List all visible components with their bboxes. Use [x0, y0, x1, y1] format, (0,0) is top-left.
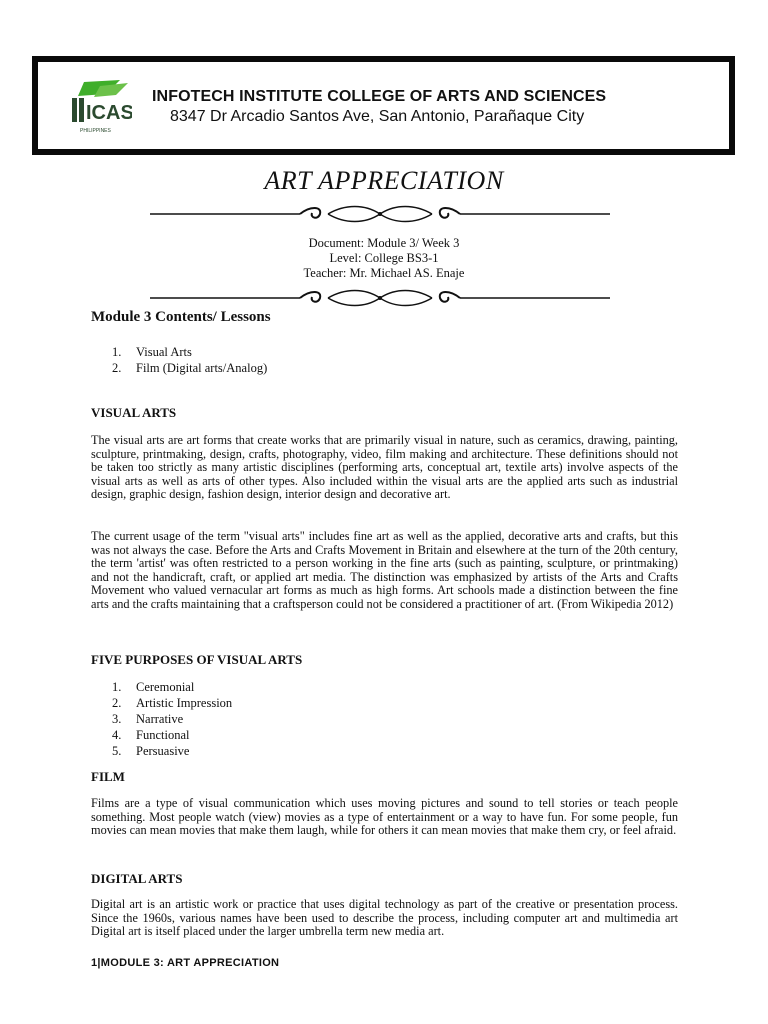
school-logo [70, 80, 132, 136]
ornamental-divider-top [150, 204, 610, 224]
page-footer: 1|MODULE 3: ART APPRECIATION [91, 957, 280, 969]
visual-arts-heading: VISUAL ARTS [91, 405, 177, 420]
digital-arts-paragraph: Digital art is an artistic work or practice that uses digital technology as part of the creative or presentation process. Since the 1960s, various names have been used to describe the process, including computer art and multimedia art Digital art is itself placed under the larger umbrella term new media art. [91, 897, 678, 939]
institution-name: INFOTECH INSTITUTE COLLEGE OF ARTS AND SCIENCES [152, 88, 607, 105]
list-item: 1. Ceremonial [112, 680, 195, 694]
document-title: ART APPRECIATION [264, 166, 504, 195]
level-meta: Level: College BS3-1 [329, 251, 439, 265]
film-paragraph: Films are a type of visual communication which uses moving pictures and sound to tell stories or teach people something. Most people watch (view) movies as a type of entertainment or a way to have fun. For some people, fun movies can mean movies that make them laugh, while for others it can mean movies that make them cry, or feel afraid. [91, 796, 678, 838]
purposes-list [112, 679, 232, 759]
institution-header [32, 56, 735, 155]
digital-arts-heading: DIGITAL ARTS [91, 871, 183, 886]
institution-address: 8347 Dr Arcadio Santos Ave, San Antonio, Parañaque City [170, 108, 585, 125]
visual-arts-paragraph-1: The visual arts are art forms that create works that are primarily visual in nature, such as ceramics, drawing, painting, sculpture, printmaking, design, crafts, photography, video, film making and architecture. These definitions should not be taken too strictly as many artistic disciplines (performing arts, conceptual art, textile arts) involve aspects of the visual arts as well as arts of other types. Also included within the visual arts are the applied arts such as industrial design, graphic design, fashion design, interior design and decorative art. [91, 433, 678, 502]
list-item: 1. Visual Arts [112, 345, 192, 359]
svg-text:ICAS: ICAS [86, 102, 132, 124]
document-meta: Document: Module 3/ Week 3 [308, 236, 460, 250]
list-item: 2. Artistic Impression [112, 696, 233, 710]
visual-arts-paragraph-2: The current usage of the term "visual arts" includes fine art as well as the applied, decorative arts and crafts, but this was not always the case. Before the Arts and Crafts Movement in Britain and elsewhere at the turn of the 20th century, the term 'artist' was often restricted to a person working in the fine arts (such as painting, sculpture, or printmaking) and not the handicraft, craft, or applied art media. The distinction was emphasized by artists of the Arts and Crafts Movement who valued vernacular art forms as much as high forms. Art schools made a distinction between the fine arts and the crafts maintaining that a craftsperson could not be considered a practitioner of art. (From Wikipedia 2012) [91, 529, 678, 611]
list-item: 3. Narrative [112, 712, 184, 726]
list-item: 5. Persuasive [112, 744, 190, 758]
contents-list [112, 344, 267, 376]
teacher-meta: Teacher: Mr. Michael AS. Enaje [303, 266, 465, 280]
film-heading: FILM [91, 769, 125, 784]
list-item: 2. Film (Digital arts/Analog) [112, 361, 268, 375]
svg-text:PHILIPPINES: PHILIPPINES [80, 128, 111, 134]
ornamental-divider-bottom [150, 288, 610, 308]
list-item: 4. Functional [112, 728, 190, 742]
contents-heading: Module 3 Contents/ Lessons [91, 309, 271, 325]
purposes-heading: FIVE PURPOSES OF VISUAL ARTS [91, 652, 303, 667]
